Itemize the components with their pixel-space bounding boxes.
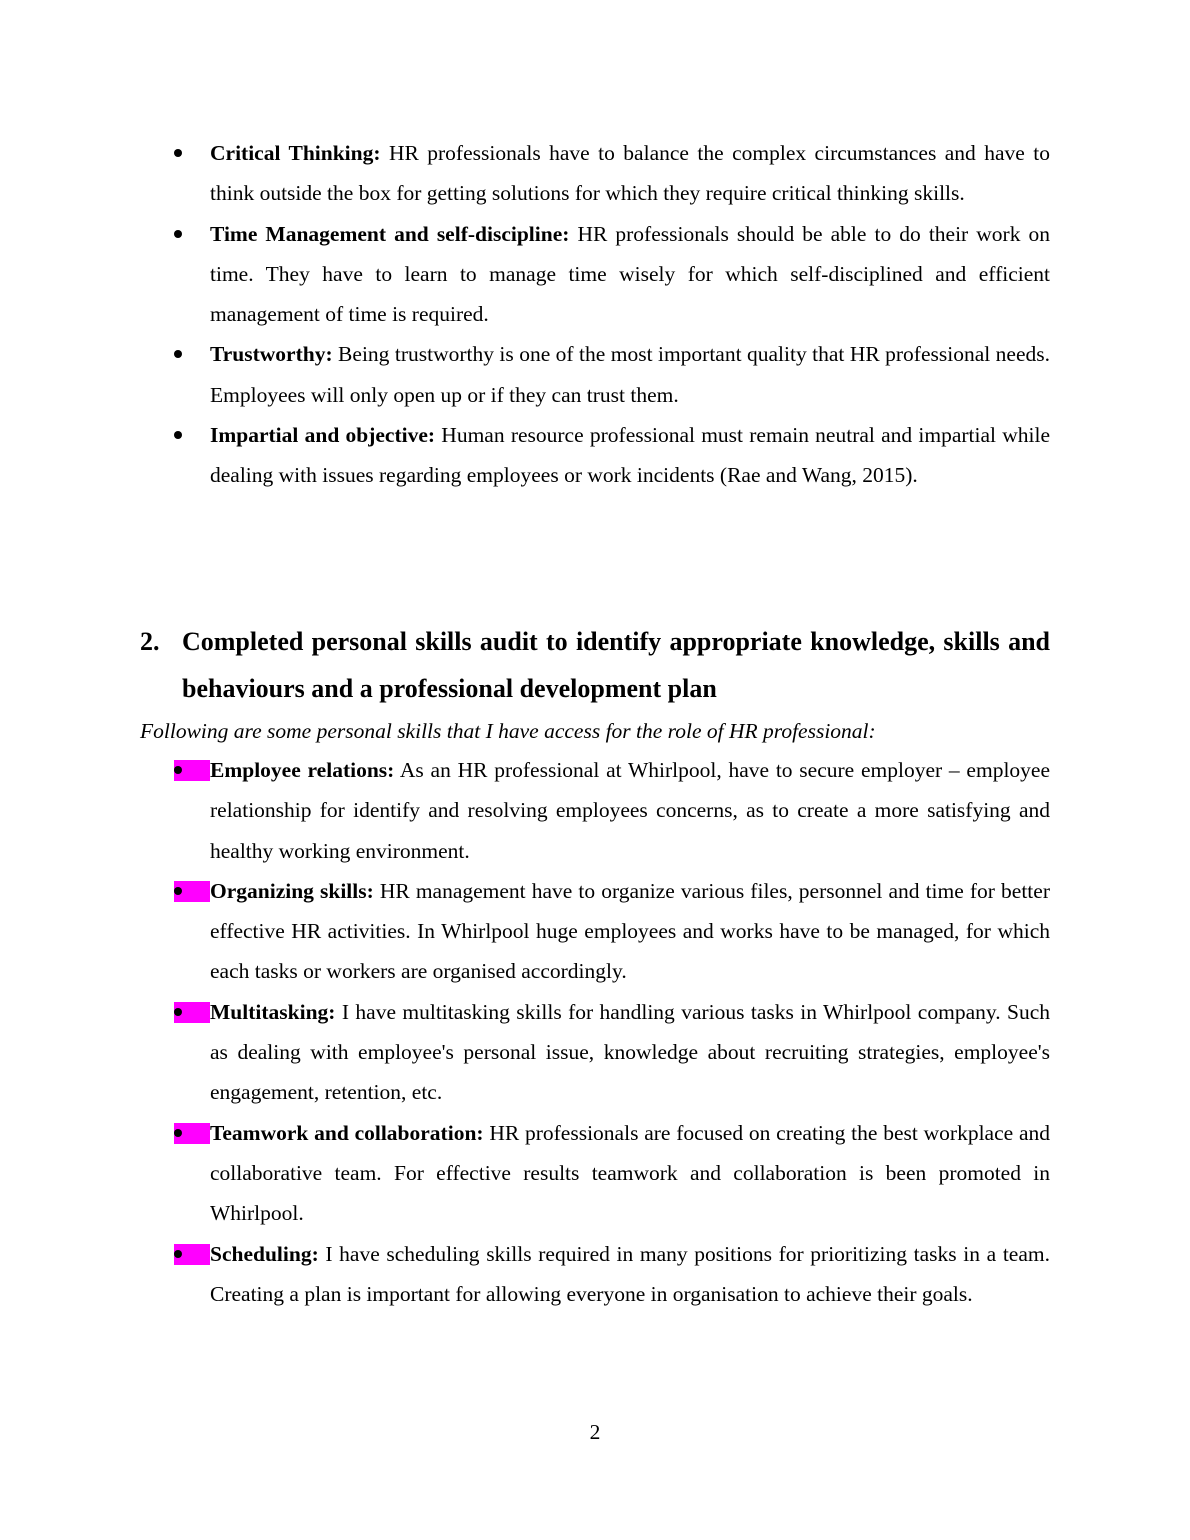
item-text: Human resource professional must remain neutral and impartial while dealing with issues regarding employees or work incidents (Rae and Wang, 2015). — [210, 423, 1050, 488]
item-term: Impartial and objective: — [210, 423, 436, 448]
bullet-icon — [174, 214, 210, 254]
section-number: 2. — [140, 627, 160, 656]
highlighted-bullet-icon — [174, 1113, 210, 1153]
item-term: Critical Thinking: — [210, 141, 381, 165]
item-text: HR management have to organize various files, personnel and time for better effective HR activities. In Whirlpool huge employees and works have to be managed, for which each tasks or workers are organised accordingly. — [210, 878, 1050, 984]
item-text: I have scheduling skills required in many positions for prioritizing tasks in a team. Creating a plan is important for allowing everyone in organisation to achieve their goals. — [210, 1241, 1050, 1306]
item-term: Employee relations: — [210, 758, 395, 782]
item-text: HR professionals have to balance the complex circumstances and have to think outside the box for getting solutions for which they require critical thinking skills. — [210, 141, 1050, 206]
section-title: Completed personal skills audit to identify appropriate knowledge, skills and behaviours and a professional development plan — [182, 627, 1050, 703]
section-intro: Following are some personal skills that I have access for the role of HR professional: — [140, 719, 876, 743]
highlighted-bullet-icon — [174, 992, 210, 1032]
item-text: Being trustworthy is one of the most important quality that HR professional needs. Employees will only open up or if they can trust them. — [210, 342, 1050, 407]
bullet-icon — [174, 133, 210, 173]
bullet-icon — [174, 334, 210, 374]
highlighted-bullet-icon — [174, 1234, 210, 1274]
list-item — [140, 1234, 1050, 1315]
page-number: 2 — [589, 1420, 601, 1444]
section-heading — [140, 618, 1050, 712]
item-text: HR professionals should be able to do their work on time. They have to learn to manage time wisely for which self-disciplined and efficient management of time is required. — [210, 221, 1051, 327]
item-text: I have multitasking skills for handling various tasks in Whirlpool company. Such as dealing with employee's personal issue, knowledge about recruiting strategies, employee's engagement, retention, etc. — [210, 999, 1050, 1105]
highlighted-bullet-icon — [174, 871, 210, 911]
list-item — [140, 1113, 1050, 1234]
list-item — [140, 750, 1050, 871]
item-term: Scheduling: — [210, 1241, 319, 1266]
item-term: Time Management and self-discipline: — [210, 221, 570, 246]
item-term: Multitasking: — [210, 999, 336, 1024]
list-item — [140, 133, 1050, 214]
item-term: Organizing skills: — [210, 878, 374, 903]
list-item — [140, 871, 1050, 992]
skills-list — [140, 750, 1050, 1314]
item-text: As an HR professional at Whirlpool, have to secure employer – employee relationship for identify and resolving employees concerns, as to create a more satisfying and healthy working environment. — [210, 758, 1051, 863]
item-term: Teamwork and collaboration: — [210, 1120, 484, 1145]
list-item — [140, 992, 1050, 1113]
highlighted-bullet-icon — [174, 750, 210, 790]
item-text: HR professionals are focused on creating the best workplace and collaborative team. For effective results teamwork and collaboration is been promoted in Whirlpool. — [210, 1120, 1050, 1226]
list-item — [140, 415, 1050, 496]
list-item — [140, 214, 1050, 335]
qualities-list — [140, 133, 1050, 496]
item-term: Trustworthy: — [210, 342, 333, 367]
bullet-icon — [174, 415, 210, 455]
list-item — [140, 334, 1050, 415]
